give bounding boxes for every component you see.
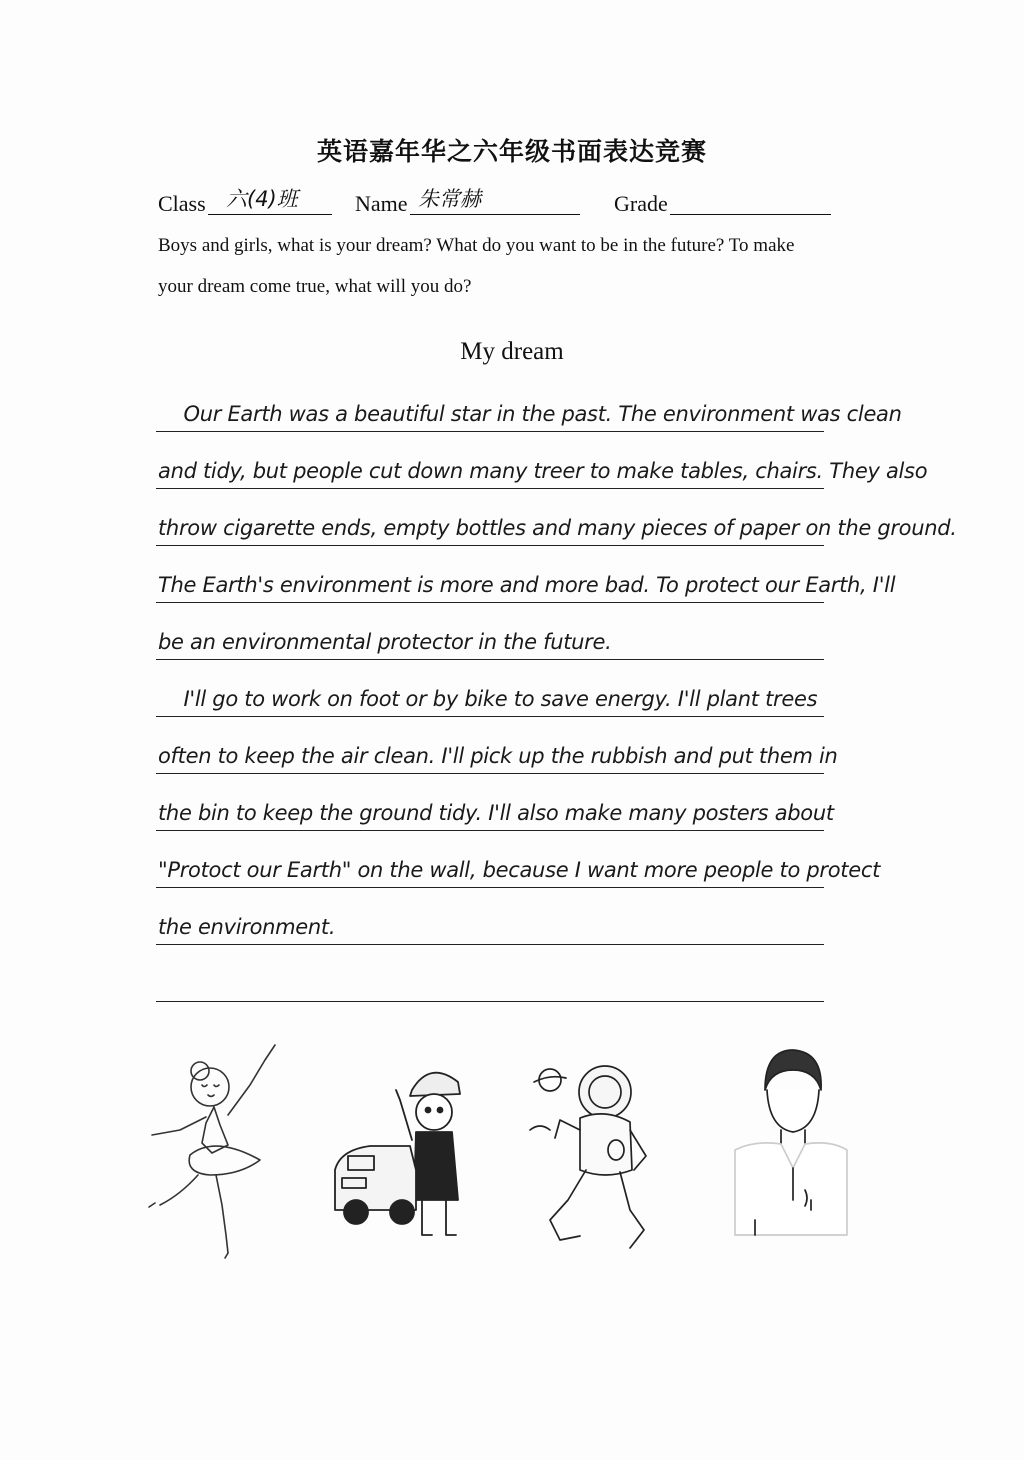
ruled-line <box>156 487 824 489</box>
essay-line: The Earth's environment is more and more bad. To protect our Earth, I'll <box>158 573 896 597</box>
ruled-line <box>156 1000 824 1002</box>
writing-prompt <box>158 225 838 307</box>
page-title: 英语嘉年华之六年级书面表达竞赛 <box>316 137 707 166</box>
essay-line: Our Earth was a beautiful star in the past. The environment was clean <box>158 402 902 426</box>
essay-line: throw cigarette ends, empty bottles and many pieces of paper on the ground. <box>158 516 957 540</box>
essay-line: the environment. <box>158 915 336 939</box>
info-row <box>0 185 1024 219</box>
essay-line: I'll go to work on foot or by bike to save energy. I'll plant trees <box>158 687 818 711</box>
grade-label: Grade <box>614 191 668 216</box>
ruled-line <box>156 772 824 774</box>
grade-field-line <box>670 184 831 215</box>
class-value: 六(4)班 <box>226 187 298 211</box>
name-label: Name <box>355 191 408 216</box>
prompt-line-2: your dream come true, what will you do? <box>158 276 472 297</box>
ballerina-icon <box>140 1035 290 1260</box>
ruled-line <box>156 943 824 945</box>
ruled-line <box>156 715 824 717</box>
ruled-line <box>156 829 824 831</box>
name-value: 朱常赫 <box>418 187 481 211</box>
essay-line: be an environmental protector in the future. <box>158 630 612 654</box>
doctor-icon <box>725 1040 855 1240</box>
ruled-line <box>156 544 824 546</box>
essay-title: My dream <box>460 338 564 365</box>
ruled-line <box>156 886 824 888</box>
astronaut-icon <box>520 1060 660 1255</box>
essay-line: often to keep the air clean. I'll pick up the rubbish and put them in <box>158 744 838 768</box>
prompt-line-1: Boys and girls, what is your dream? What do you want to be in the future? To make <box>158 235 795 256</box>
essay-line: and tidy, but people cut down many treer to make tables, chairs. They also <box>158 459 928 483</box>
essay-line: "Protoct our Earth" on the wall, because I want more people to protect <box>158 858 881 882</box>
ruled-line <box>156 658 824 660</box>
police-officer-icon <box>330 1060 470 1245</box>
class-label: Class <box>158 191 206 216</box>
ruled-line <box>156 601 824 603</box>
essay-line: the bin to keep the ground tidy. I'll also make many posters about <box>158 801 834 825</box>
ruled-line <box>156 430 824 432</box>
